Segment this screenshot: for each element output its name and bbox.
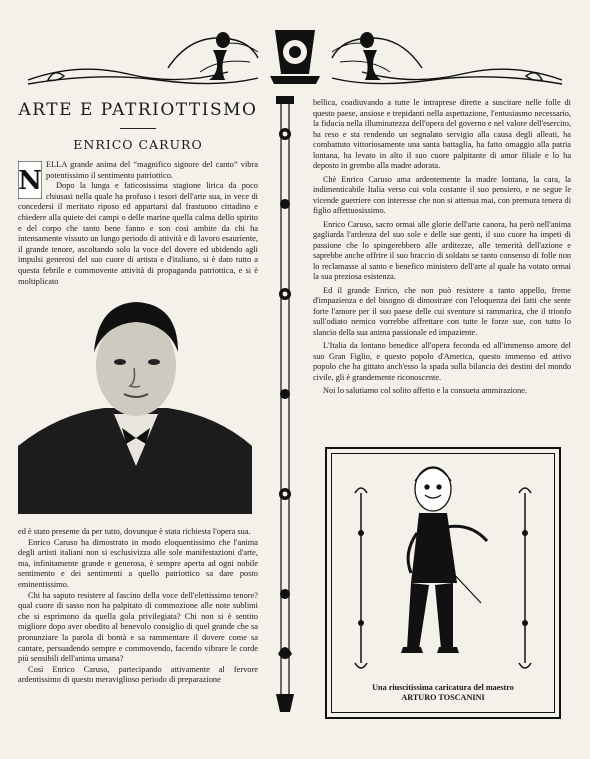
paragraph-1: Dopo la lunga e faticosissima stagione lirica da poco chiusasi nella quale ha profuso i tesori dell'arte sua, in vece di concedersi il meritato riposo ed appartarsi dal frastuono cittadino e chiedere alla quiete dei campi o delle marine quella calma dello spirito e del corpo che tanto bene fanno e son così ambite da chi ha intensamente vissuto un lungo periodo di attività e di lavoro esauriente, il grande tenore, ascoltando solo la voce del dovere ed ubidendo agli impulsi generosi del suo cuore di artista e d'italiano, si è dato tutto a questa febrile e commovente attività di propaganda patriottica, e si è moltiplicato xyxy=(18,181,258,286)
toscanini-caricature-illustration xyxy=(331,453,555,673)
column-divider-ornament xyxy=(272,94,298,719)
article-author: ENRICO CARURO xyxy=(73,137,203,152)
paragraph-3: Enrico Caruso ha dimostrato in modo eloquentissimo che l'anima degli artisti italiani non si esclusivizza alle sole manifestazioni d'arte, ma, infinitamente grande e generosa, è sempre aperta ad ogni nobile sentimento e dei sentimenti a quello patriottico sa dare posto eminentissimo. xyxy=(18,537,258,589)
caption-line-1: Una riuscitissima caricatura del maestro xyxy=(372,683,514,692)
title-rule xyxy=(120,128,156,129)
paragraph-4: Chi ha saputo resistere al fascino della voce dell'elettissimo tenore? qual cuore di sasso non ha palpitato di commozione alle note sublimi che si esprimono da quella gola privilegiata? Chi non si è sentito migliore dopo aver obedito al benevolo consiglio di quel grande che sa pronunziare la parola di bontà e sa rammentare il dovere come sa cantare, persuadendo sempre e commovendo, facendo vibrare le corde più sensibili dell'anima umana? xyxy=(18,590,258,664)
caption-line-2: ARTURO TOSCANINI xyxy=(401,693,485,702)
caricature-box xyxy=(325,447,561,719)
header-ornament xyxy=(18,22,572,88)
dropcap-letter: N xyxy=(18,166,42,196)
right-paragraph-6: Noi lo salutiamo col solito affetto e la consueta ammirazione. xyxy=(323,386,527,395)
right-paragraph-5: L'Italia da lontano benedice all'opera feconda ed all'immenso amore del suo Gran Figlio, e questo popolo d'America, questo immenso ed attivo popolo che ha gittato anch'esso la spada sulla bilancia dei destini del mondo civile, gli è grandemente riconoscente. xyxy=(313,341,571,382)
intro-text xyxy=(18,160,258,287)
intro-paragraph: ELLA grande anima del “magnifico signore del canto” vibra potentissimo il sentimento patriottico. xyxy=(46,160,258,180)
right-paragraph-1: bellica, coadiuvando a tutte le intraprese dirette a suscitare nelle folle di questo paese, ansiose e trepidanti nella aspettazione, l'entusiasmo necessario, la fiducia nella illuminatezza dell'opera del governo e nel valore dell'esercito, ha reso e sta rendendo un segnalato servigio alla causa degli alleati, ha combattuto vittoriosamente una santa battaglia, ha fatto omaggio alla patria lontana, ha levato in alto il suo cuore palpitante di amor filiale e lo ha deposto in grembo alla madre adorata. xyxy=(313,98,571,170)
right-column xyxy=(313,98,571,400)
left-column xyxy=(18,98,258,287)
paragraph-5: Così Enrico Caruso, partecipando attivamente al fervore ardentissimo di questo meraviglioso periodo di preparazione xyxy=(18,664,258,685)
right-paragraph-4: Ed il grande Enrico, che non può resistere a tanto appello, freme d'impazienza e del bisogno di dimostrare con l'eloquenza dei fatti che sente forte l'amore per il suo paese delle cui sventure si rammarica, che il trionfo sull'odiato nemico vorrebbe affrettare con tutte le forze sue, con tutto lo slancio della sua anima passionale ed impaziente. xyxy=(313,285,571,337)
paragraph-2: ed è stato presente da per tutto, dovunque è stata richiesta l'opera sua. xyxy=(18,527,251,536)
left-column-bottom xyxy=(18,527,258,686)
right-paragraph-3: Enrico Caruso, sacro ormai alle glorie dell'arte canora, ha però nell'anima gagliarda l'ardenza del suo sole e delle sue genti, il suo cuore ha impeti di passione che lo spingerebbero alle arditezze, alle temerità dell'azione e saprebbe anche offrire il suo braccio di soldato se tanto consenso di folle non lo reclamasse al santo e benefico ministero dell'arte al quale ha votato ormai la sua preziosa esistenza. xyxy=(313,219,571,281)
caricature-caption xyxy=(327,683,559,703)
dropcap-n-icon xyxy=(18,161,42,199)
caruso-portrait-photo xyxy=(18,296,252,514)
right-paragraph-2: Chè Enrico Caruso ama ardentemente la madre lontana, la cara, la indimenticabile Italia verso cui vola costante il suo pensiero, e ne segue le vicende guerriere con interesse che non si attenua mai, con premura tenera di figlio affettuosissimo. xyxy=(313,174,571,215)
article-title: ARTE E PATRIOTTISMO xyxy=(18,100,258,120)
